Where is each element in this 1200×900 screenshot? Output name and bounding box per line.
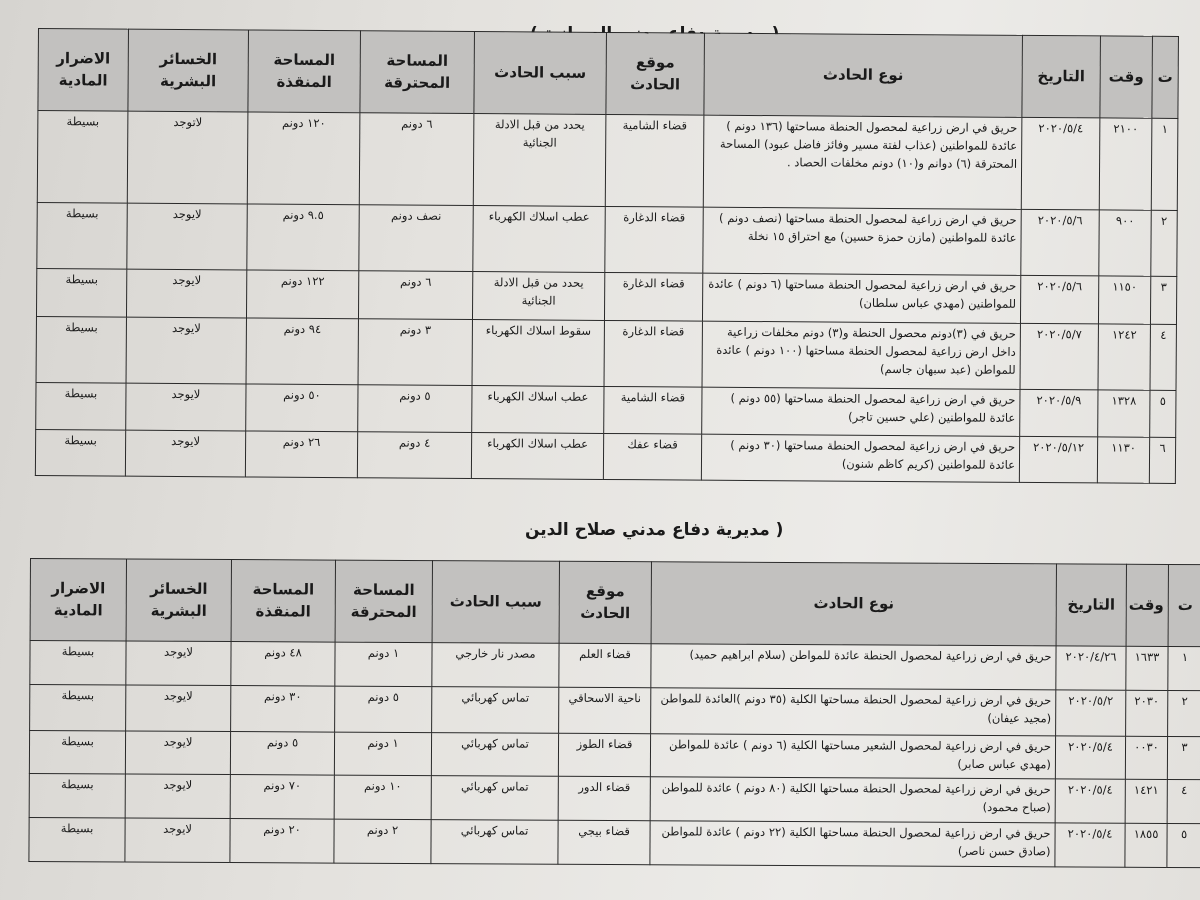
cell-time: ١٣٢٨ [1098, 390, 1150, 437]
cell-material-damage: بسيطة [29, 773, 125, 818]
column-header: المساحة المنقذة [248, 30, 361, 113]
cell-date: ٢٠٢٠/٥/٤ [1055, 823, 1125, 867]
cell-cause: تماس كهربائي [431, 733, 558, 777]
cell-casualties: لايوجد [126, 685, 231, 732]
cell-time: ١٨٥٥ [1125, 823, 1167, 867]
column-header: سبب الحادث [474, 32, 607, 115]
table-row [29, 731, 1200, 780]
cell-date: ٢٠٢٠/٥/٤ [1055, 779, 1125, 823]
table-row [29, 773, 1200, 823]
cell-number: ٥ [1167, 823, 1200, 867]
cell-location: قضاء الشامية [605, 114, 704, 207]
cell-number: ١ [1151, 118, 1178, 210]
cell-material-damage: بسيطة [37, 111, 128, 204]
cell-incident-type: حريق في ارض زراعية لمحصول الحنطة مساحتها الكلية (٢٢ دونم ) عائدة للمواطن (صادق حسن ناصر) [650, 821, 1055, 867]
cell-casualties: لاتوجد [127, 111, 248, 204]
cell-saved-area: ٩.٥ دونم [247, 204, 359, 271]
cell-incident-type: حريق في ارض زراعية لمحصول الحنطة مساحتها الكلية (٣٥ دونم )العائدة للمواطن (مجيد عيفان) [651, 688, 1056, 736]
cell-burned-area: ١٠ دونم [334, 775, 431, 820]
table-row [36, 316, 1176, 390]
cell-cause: عطب اسلاك الكهرباء [472, 386, 604, 434]
column-header: التاريخ [1056, 564, 1126, 646]
table-row [37, 202, 1177, 276]
cell-location: قضاء عفك [603, 433, 701, 480]
cell-cause: سقوط اسلاك الكهرباء [472, 320, 604, 387]
cell-casualties: لايوجد [126, 641, 231, 686]
cell-time: ٩٠٠ [1099, 210, 1151, 276]
cell-location: قضاء الدغارة [604, 320, 702, 387]
column-header: التاريخ [1022, 35, 1101, 118]
cell-time: ١١٣٠ [1097, 437, 1149, 483]
cell-burned-area: ٥ دونم [335, 686, 432, 733]
cell-location: قضاء الطوز [558, 733, 650, 776]
cell-date: ٢٠٢٠/٥/٤ [1055, 736, 1125, 779]
column-header: موقع الحادث [606, 32, 705, 115]
column-header: الاضرار المادية [38, 29, 129, 112]
column-header: المساحة المحترقة [360, 31, 475, 114]
cell-burned-area: ٣ دونم [358, 319, 472, 386]
cell-saved-area: ٥٠ دونم [246, 384, 358, 432]
cell-incident-type: حريق في ارض زراعية لمحصول الحنطة مساحتها (نصف دونم ) عائدة للمواطنين (مازن حمزة حسين) مع احتراق ١٥ نخلة [703, 207, 1021, 275]
cell-incident-type: حريق في (٣)دونم محصول الحنطة و(٣) دونم مخلفات زراعية داخل ارض زراعية لمحصول الحنطة مساحتها (١٠٠ دونم ) عائدة للمواطن (عبد سبهان جاسم) [702, 321, 1020, 389]
cell-number: ٤ [1167, 779, 1200, 823]
cell-number: ٣ [1150, 276, 1176, 324]
cell-burned-area: ١ دونم [334, 732, 431, 776]
cell-saved-area: ٩٤ دونم [246, 318, 358, 385]
cell-cause: عطب اسلاك الكهرباء [473, 206, 605, 273]
cell-number: ٢ [1168, 690, 1200, 736]
column-header: ت [1168, 564, 1200, 646]
table-row [29, 817, 1200, 867]
cell-saved-area: ٤٨ دونم [231, 642, 335, 687]
column-header: نوع الحادث [704, 33, 1023, 117]
cell-time: ٢٠٣٠ [1126, 690, 1168, 736]
column-header: الخسائر البشرية [128, 29, 249, 112]
cell-casualties: لايوجد [127, 203, 247, 270]
cell-casualties: لايوجد [126, 269, 246, 318]
cell-cause: مصدر نار خارجي [432, 643, 559, 688]
cell-date: ٢٠٢٠/٥/٧ [1020, 323, 1098, 390]
table-row [35, 429, 1175, 483]
column-header: وقت [1100, 36, 1153, 118]
cell-saved-area: ٢٠ دونم [230, 819, 334, 864]
cell-burned-area: ٢ دونم [334, 819, 431, 864]
cell-time: ٠٠٣٠ [1125, 736, 1167, 779]
cell-material-damage: بسيطة [36, 268, 126, 317]
cell-number: ٥ [1150, 390, 1176, 437]
cell-incident-type: حريق في ارض زراعية لمحصول الحنطة مساحتها (٣٠ دونم ) عائدة للمواطنين (كريم كاظم شنون) [701, 434, 1019, 482]
cell-date: ٢٠٢٠/٥/٢ [1056, 690, 1126, 736]
cell-saved-area: ٢٦ دونم [245, 431, 357, 478]
cell-date: ٢٠٢٠/٤/٢٦ [1056, 646, 1126, 690]
cell-casualties: لايوجد [125, 818, 230, 863]
cell-location: قضاء الشامية [604, 386, 702, 434]
cell-cause: يحدد من قبل الادلة الجنائية [472, 272, 604, 321]
cell-saved-area: ٣٠ دونم [231, 686, 335, 733]
column-header: المساحة المحترقة [335, 560, 432, 643]
table-row [36, 268, 1176, 324]
column-header: نوع الحادث [651, 562, 1056, 646]
column-header: المساحة المنقذة [231, 560, 335, 643]
table-row [37, 111, 1178, 211]
cell-cause: عطب اسلاك الكهرباء [471, 433, 603, 480]
header-row [30, 559, 1200, 647]
column-header: الاضرار المادية [30, 559, 126, 642]
cell-incident-type: حريق في ارض زراعية لمحصول الحنطة مساحتها الكلية (٨٠ دونم ) عائدة للمواطن (صباح محمود) [650, 777, 1055, 823]
cell-saved-area: ١٢٢ دونم [246, 270, 358, 319]
cell-saved-area: ٧٠ دونم [230, 775, 334, 820]
header-row [38, 29, 1179, 119]
section-title-salahaddin: ( مديرية دفاع مدني صلاح الدين [525, 520, 784, 540]
cell-incident-type: حريق في ارض زراعية لمحصول الشعير مساحتها الكلية (٦ دونم ) عائدة للمواطن (مهدي عباس صابر) [650, 734, 1055, 779]
cell-location: ناحية الاسحاقي [559, 687, 651, 733]
cell-cause: تماس كهربائي [432, 687, 559, 734]
table-row [30, 685, 1200, 737]
cell-location: قضاء الدغارة [604, 272, 702, 321]
table-row [30, 641, 1200, 691]
cell-time: ١٢٤٢ [1098, 324, 1150, 390]
cell-burned-area: ٤ دونم [357, 432, 471, 479]
cell-location: قضاء الدغارة [605, 206, 703, 273]
cell-casualties: لايوجد [125, 774, 230, 819]
cell-number: ٦ [1149, 437, 1175, 483]
cell-casualties: لايوجد [125, 430, 245, 477]
cell-cause: تماس كهربائي [431, 820, 558, 865]
cell-material-damage: بسيطة [29, 731, 125, 775]
cell-time: ٢١٠٠ [1099, 118, 1152, 210]
cell-incident-type: حريق في ارض زراعية لمحصول الحنطة مساحتها (٦ دونم ) عائدة للمواطنين (مهدي عباس سلطان) [702, 273, 1020, 323]
incidents-table-diwaniyah [35, 28, 1179, 484]
cell-number: ٢ [1151, 210, 1177, 276]
cell-material-damage: بسيطة [30, 641, 126, 686]
cell-burned-area: ١ دونم [335, 642, 432, 687]
cell-number: ٣ [1167, 736, 1200, 779]
cell-material-damage: بسيطة [29, 817, 125, 862]
column-header: ت [1152, 36, 1179, 118]
column-header: الخسائر البشرية [126, 559, 231, 642]
cell-location: قضاء الدور [558, 776, 650, 820]
cell-burned-area: ٦ دونم [358, 271, 472, 320]
column-header: موقع الحادث [559, 561, 651, 643]
cell-incident-type: حريق في ارض زراعية لمحصول الحنطة عائدة للمواطن (سلام ابراهيم حميد) [651, 644, 1056, 690]
cell-saved-area: ٥ دونم [230, 732, 334, 776]
cell-location: قضاء العلم [559, 643, 651, 687]
cell-date: ٢٠٢٠/٥/١٢ [1019, 436, 1097, 483]
cell-date: ٢٠٢٠/٥/٤ [1021, 117, 1100, 210]
cell-time: ١١٥٠ [1098, 276, 1150, 324]
cell-time: ١٤٢١ [1125, 779, 1167, 823]
cell-burned-area: ٥ دونم [358, 385, 472, 433]
cell-material-damage: بسيطة [37, 202, 127, 269]
cell-material-damage: بسيطة [36, 382, 126, 430]
cell-casualties: لايوجد [125, 731, 230, 775]
cell-casualties: لايوجد [126, 317, 246, 384]
cell-date: ٢٠٢٠/٥/٦ [1021, 209, 1099, 276]
cell-number: ١ [1168, 646, 1200, 690]
cell-cause: تماس كهربائي [431, 776, 558, 821]
cell-location: قضاء بيجي [558, 820, 650, 864]
cell-saved-area: ١٢٠ دونم [247, 112, 360, 205]
cell-material-damage: بسيطة [36, 316, 126, 383]
cell-number: ٤ [1150, 324, 1176, 390]
cell-burned-area: ٦ دونم [359, 113, 474, 206]
cell-casualties: لايوجد [126, 383, 246, 431]
column-header: سبب الحادث [432, 561, 559, 644]
cell-burned-area: نصف دونم [359, 205, 473, 272]
cell-time: ١٦٣٣ [1126, 646, 1168, 690]
cell-incident-type: حريق في ارض زراعية لمحصول الحنطة مساحتها (٥٥ دونم ) عائدة للمواطنين (علي حسين تاجر) [702, 387, 1020, 436]
cell-material-damage: بسيطة [30, 685, 126, 732]
incidents-table-salahaddin [28, 558, 1200, 868]
cell-cause: يحدد من قبل الادلة الجنائية [473, 114, 606, 207]
cell-material-damage: بسيطة [35, 429, 125, 476]
cell-date: ٢٠٢٠/٥/٦ [1020, 275, 1098, 324]
cell-incident-type: حريق في ارض زراعية لمحصول الحنطة مساحتها (١٣٦ دونم ) عائدة للمواطنين (عذاب لفتة مسير وفائز فاضل عبود) المساحة المحترقة (٦) دوانم و(١٠) دونم مخلفات الحصاد . [703, 115, 1022, 209]
table-row [36, 382, 1176, 437]
cell-date: ٢٠٢٠/٥/٩ [1020, 389, 1098, 437]
column-header: وقت [1126, 564, 1168, 646]
